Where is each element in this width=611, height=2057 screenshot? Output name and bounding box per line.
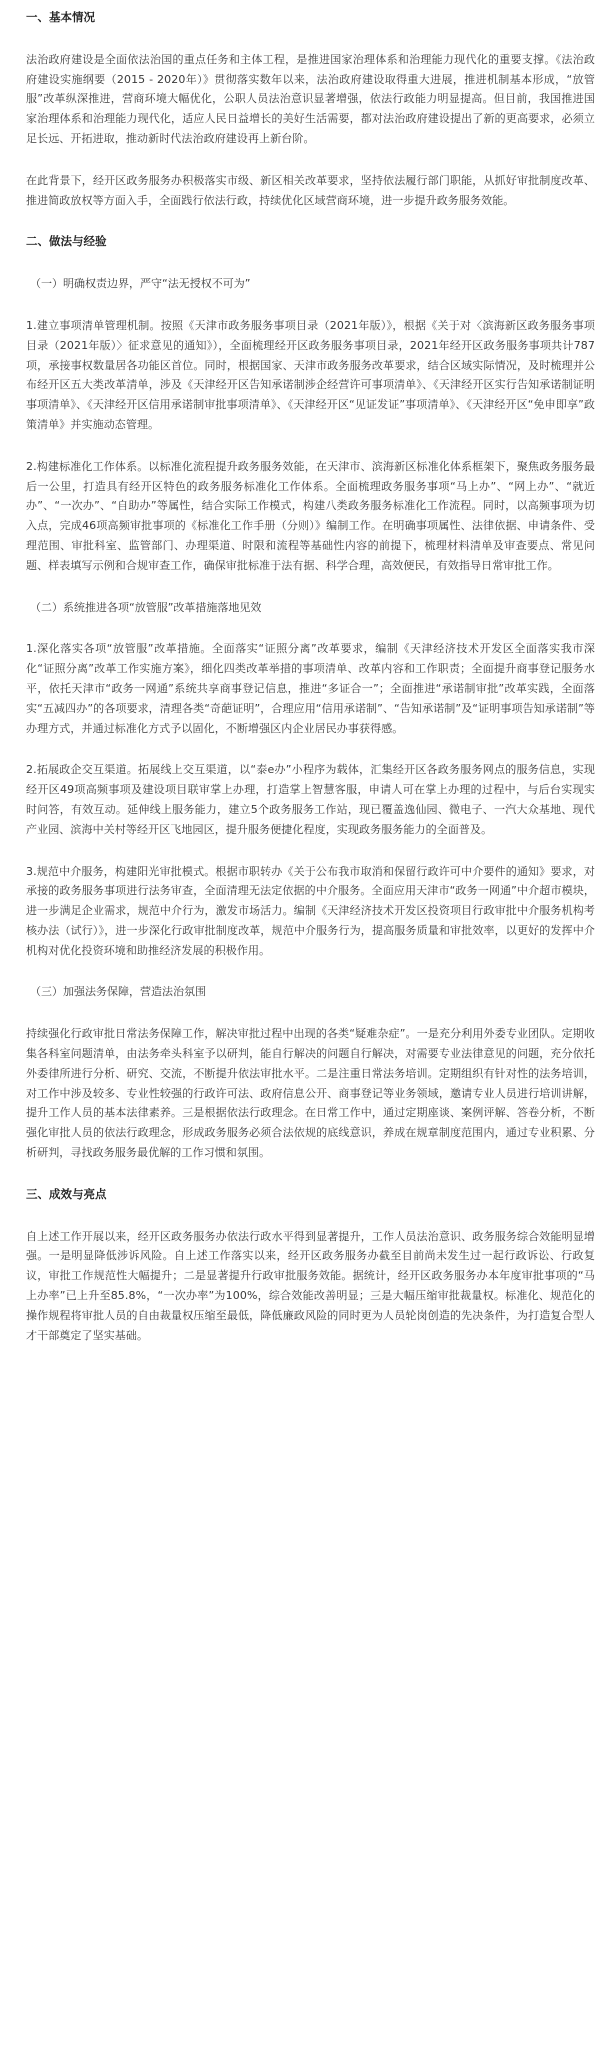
subsection-title: （三）加强法务保障，营造法治氛围 bbox=[30, 985, 206, 999]
section-heading-results: 三、成效与亮点 bbox=[26, 1186, 107, 1201]
paragraph: 持续强化行政审批日常法务保障工作，解决审批过程中出现的各类“疑难杂症”。一是充分利用外委专业团队。定期收集各科室问题清单，由法务牵头科室予以研判，能自行解决的问题自行解决，对需要专业法律意见的问题，充分依托外委律所进行分析、研究、交流，不断提升依法审批水平。二是注重日常法务培训。定期组织有针对性的法务培训，对工作中涉及较多、专业性较强的行政许可法、政府信息公开、商事登记等业务领域，邀请专业人员进行培训讲解，提升工作人员的基本法律素养。三是根据依法行政理念。在日常工作中，通过定期座谈、案例评解、答卷分析，不断强化审批人员的依法行政理念，形成政务服务必须合法依规的底线意识，养成在规章制度范围内，通过专业积累、分析研判，寻找政务服务最优解的工作习惯和氛围。 bbox=[26, 1027, 595, 1160]
paragraph: 1.建立事项清单管理机制。按照《天津市政务服务事项目录（2021年版）》，根据《关于对〈滨海新区政务服务事项目录（2021年版）〉征求意见的通知》），全面梳理经开区政务服务事项目录，2021年经开区政务服务事项共计787项，承接事权数量居各功能区首位。同时，根据国家、天津市政务服务改革要求，结合区域实际情况，及时梳理并公布经开区五大类改革清单，涉及《天津经开区告知承诺制涉企经营许可事项清单》、《天津经开区实行告知承诺制证明事项清单》、《天津经开区信用承诺制审批事项清单》、《天津经开区“见证发证”事项清单》、《天津经开区“免申即享”政策清单》并实施动态管理。 bbox=[26, 318, 595, 431]
paragraph: 自上述工作开展以来，经开区政务服务办依法行政水平得到显著提升，工作人员法治意识、政务服务综合效能明显增强。一是明显降低涉诉风险。自上述工作落实以来，经开区政务服务办截至目前尚未发生过一起行政诉讼、行政复议，审批工作规范性大幅提升；二是显著提升行政审批服务效能。据统计，经开区政务服务办本年度审批事项的“马上办率”已上升至85.8%，“一次办率”为100%，综合效能改善明显；三是大幅压缩审批裁量权。标准化、规范化的操作规程将审批人员的自由裁量权压缩至最低，降低廉政风险的同时更为人员轮岗创造的先决条件，为打造复合型人才干部奠定了坚实基础。 bbox=[26, 1229, 595, 1342]
paragraph: 2.拓展政企交互渠道。拓展线上交互渠道，以“泰e办”小程序为载体，汇集经开区各政务服务网点的服务信息，实现经开区49项高频事项及建设项目联审掌上办理，打造掌上智慧客服，申请人可在掌上办理的过程中，与后台实现实时问答，有效互动。延伸线上服务能力，建立5个政务服务工作站，现已覆盖逸仙园、微电子、一汽大众基地、现代产业园、滨海中关村等经开区飞地园区，提升服务便捷化程度，实现政务服务能力的全面普及。 bbox=[26, 763, 595, 836]
section-heading-basic: 一、基本情况 bbox=[26, 10, 95, 24]
subsection-title: （二）系统推进各项“放管服”改革措施落地见效 bbox=[30, 600, 262, 614]
paragraph: 法治政府建设是全面依法治国的重点任务和主体工程，是推进国家治理体系和治理能力现代化的重要支撑。《法治政府建设实施纲要（2015 - 2020年）》贯彻落实数年以来，法治政府建设取得重大进展，推进机制基本形成，“放管服”改革纵深推进，营商环境大幅优化，公职人员法治意识显著增强，依法行政能力明显提高。但目前，我国推进国家治理体系和治理能力现代化，适应人民日益增长的美好生活需要，都对法治政府建设提出了新的更高要求，必须立足长远、开拓进取，推动新时代法治政府建设再上新台阶。 bbox=[26, 52, 595, 145]
paragraph: 3.规范中介服务，构建阳光审批模式。根据市职转办《关于公布我市取消和保留行政许可中介要件的通知》要求，对承接的政务服务事项进行法务审查，全面清理无法定依据的中介服务。全面应用天津市“政务一网通”中介超市模块，进一步满足企业需求，规范中介行为，激发市场活力。编制《天津经济技术开发区投资项目行政审批中介服务机构考核办法（试行）》，进一步深化行政审批制度改革，规范中介服务行为，提高服务质量和审批效率，以更好的发挥中介机构对优化投资环境和助推经济发展的积极作用。 bbox=[26, 864, 595, 957]
section-heading-practice: 二、做法与经验 bbox=[26, 234, 107, 249]
paragraph: 2.构建标准化工作体系。以标准化流程提升政务服务效能，在天津市、滨海新区标准化体系框架下，聚焦政务服务最后一公里，打造具有经开区特色的政务服务标准化工作体系。全面梳理政务服务事项“马上办”、“网上办”、“就近办”、“一次办”、“自助办”等属性，结合实际工作模式，构建八类政务服务标准化工作流程。同时，以高频事项为切入点，完成46项高频审批事项的《标准化工作手册（分则）》编制工作。在明确事项属性、法律依据、申请条件、受理范围、审批科室、监管部门、办理渠道、时限和流程等基础性内容的前提下，梳理材料清单及审查要点、常见问题、样表填写示例和合规审查工作，确保审批标准于法有据、科学合理，高效便民，有效指导日常审批工作。 bbox=[26, 459, 595, 572]
subsection-title: （一）明确权责边界，严守“法无授权不可为” bbox=[30, 277, 251, 291]
paragraph: 1.深化落实各项“放管服”改革措施。全面落实“证照分离”改革要求，编制《天津经济技术开发区全面落实我市深化“证照分离”改革工作实施方案》，细化四类改革举措的事项清单、改革内容和工作职责；全面提升商事登记服务水平，依托天津市“政务一网通”系统共享商事登记信息，推进“多证合一”；全面推进“承诺制审批”改革实践，全面落实“五减四办”的各项要求，清理各类“奇葩证明”，合理应用“信用承诺制”、“告知承诺制”及“证明事项告知承诺制”等办理方式，并通过标准化方式予以固化，不断增强区内企业居民办事获得感。 bbox=[26, 642, 595, 735]
paragraph: 在此背景下，经开区政务服务办积极落实市级、新区相关改革要求，坚持依法履行部门职能，从抓好审批制度改革、推进简政放权等方面入手，全面践行依法行政，持续优化区域营商环境，进一步提升政务服务效能。 bbox=[26, 173, 595, 207]
